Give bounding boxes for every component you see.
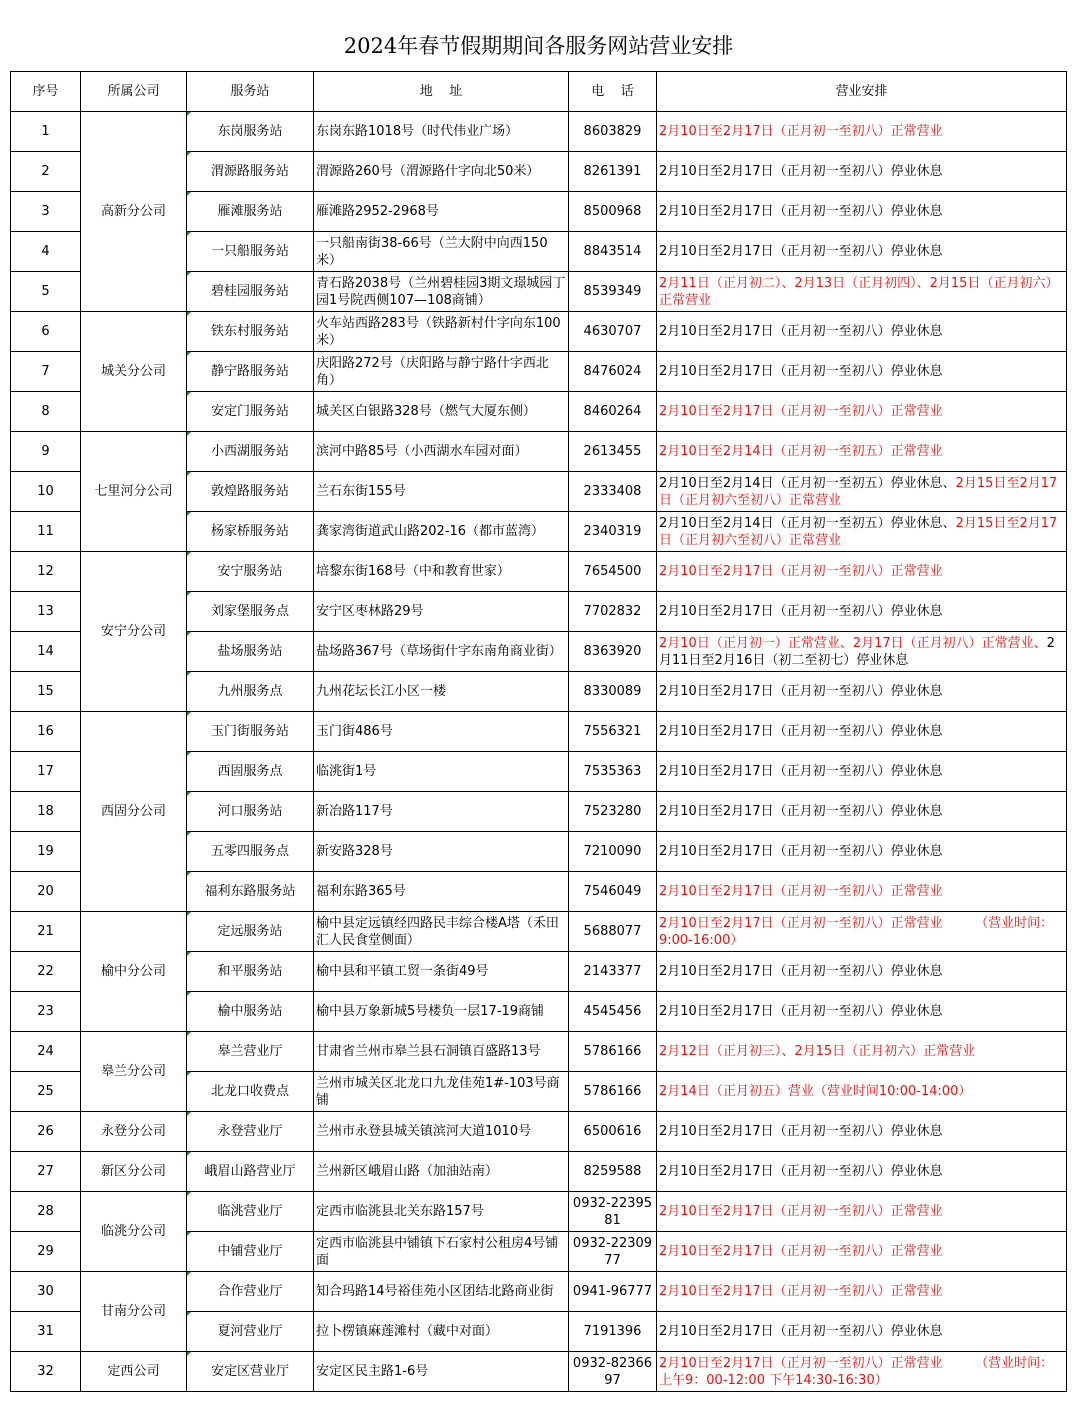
schedule-cell — [657, 1352, 1067, 1392]
address-cell: 滨河中路85号（小西湖水车园对面） — [314, 432, 569, 472]
table-row — [11, 552, 1067, 592]
phone-cell: 8843514 — [569, 232, 657, 272]
address-cell: 盐场路367号（草场街什字东南角商业街） — [314, 632, 569, 672]
row-number: 22 — [11, 952, 81, 992]
phone-cell: 8261391 — [569, 152, 657, 192]
station-cell: 福利东路服务站 — [187, 872, 314, 912]
address-cell: 兰州市永登县城关镇滨河大道1010号 — [314, 1112, 569, 1152]
header-address: 地 址 — [314, 72, 569, 112]
schedule-cell — [657, 272, 1067, 312]
company-cell: 新区分公司 — [81, 1152, 187, 1192]
station-cell: 安宁服务站 — [187, 552, 314, 592]
schedule-open-text: 2月14日（正月初五）营业（营业时间10:00-14:00） — [659, 1084, 972, 1099]
row-number: 4 — [11, 232, 81, 272]
station-cell: 北龙口收费点 — [187, 1072, 314, 1112]
phone-cell: 7523280 — [569, 792, 657, 832]
station-cell: 五零四服务点 — [187, 832, 314, 872]
table-row — [11, 312, 1067, 352]
company-cell: 安宁分公司 — [81, 552, 187, 712]
row-number: 5 — [11, 272, 81, 312]
station-cell: 西固服务点 — [187, 752, 314, 792]
phone-cell: 8539349 — [569, 272, 657, 312]
station-cell: 定远服务站 — [187, 912, 314, 952]
phone-cell: 8363920 — [569, 632, 657, 672]
schedule-closed-text: 2月10日至2月17日（正月初一至初八）停业休息 — [659, 804, 943, 819]
schedule-cell — [657, 392, 1067, 432]
header-company: 所属公司 — [81, 72, 187, 112]
row-number: 30 — [11, 1272, 81, 1312]
address-cell: 东岗东路1018号（时代伟业广场） — [314, 112, 569, 152]
phone-cell: 0932-2239581 — [569, 1192, 657, 1232]
address-cell: 安定区民主路1-6号 — [314, 1352, 569, 1392]
header-schedule: 营业安排 — [657, 72, 1067, 112]
schedule-cell — [657, 472, 1067, 512]
station-cell: 小西湖服务站 — [187, 432, 314, 472]
address-cell: 庆阳路272号（庆阳路与静宁路什字西北角） — [314, 352, 569, 392]
row-number: 24 — [11, 1032, 81, 1072]
phone-cell: 0941-96777 — [569, 1272, 657, 1312]
address-cell: 兰州市城关区北龙口九龙佳苑1#-103号商铺 — [314, 1072, 569, 1112]
address-cell: 新冶路117号 — [314, 792, 569, 832]
schedule-open-text: 2月10日至2月17日（正月初一至初八）正常营业 — [659, 1204, 943, 1219]
table-row — [11, 432, 1067, 472]
schedule-open-text: 2月10日至2月17日（正月初一至初八）正常营业 — [659, 1284, 943, 1299]
schedule-cell — [657, 832, 1067, 872]
station-cell: 盐场服务站 — [187, 632, 314, 672]
schedule-cell — [657, 1032, 1067, 1072]
phone-cell: 7210090 — [569, 832, 657, 872]
header-phone: 电 话 — [569, 72, 657, 112]
schedule-closed-text: 2月10日至2月17日（正月初一至初八）停业休息 — [659, 964, 943, 979]
row-number: 27 — [11, 1152, 81, 1192]
header-no: 序号 — [11, 72, 81, 112]
schedule-open-text: 2月10日至2月17日（正月初一至初八）正常营业 （营业时间：上午9：00-12:00 下午14:30-16:30） — [659, 1355, 1054, 1388]
row-number: 11 — [11, 512, 81, 552]
phone-cell: 7191396 — [569, 1312, 657, 1352]
schedule-cell — [657, 992, 1067, 1032]
address-cell: 榆中县和平镇工贸一条街49号 — [314, 952, 569, 992]
station-cell: 碧桂园服务站 — [187, 272, 314, 312]
address-cell: 青石路2038号（兰州碧桂园3期文璟城园丁园1号院西侧107—108商铺） — [314, 272, 569, 312]
phone-cell: 5786166 — [569, 1032, 657, 1072]
row-number: 14 — [11, 632, 81, 672]
row-number: 7 — [11, 352, 81, 392]
address-cell: 拉卜楞镇麻莲滩村（藏中对面） — [314, 1312, 569, 1352]
schedule-closed-text: 2月10日至2月14日（正月初一至初五）停业休息、 — [659, 515, 956, 531]
address-cell: 安宁区枣林路29号 — [314, 592, 569, 632]
station-cell: 安定门服务站 — [187, 392, 314, 432]
schedule-closed-text: 2月10日至2月17日（正月初一至初八）停业休息 — [659, 324, 943, 339]
station-cell: 雁滩服务站 — [187, 192, 314, 232]
row-number: 16 — [11, 712, 81, 752]
row-number: 18 — [11, 792, 81, 832]
schedule-cell — [657, 112, 1067, 152]
schedule-cell — [657, 1192, 1067, 1232]
phone-cell: 0932-8236697 — [569, 1352, 657, 1392]
schedule-closed-text: 2月10日至2月17日（正月初一至初八）停业休息 — [659, 204, 943, 219]
phone-cell: 7702832 — [569, 592, 657, 632]
row-number: 6 — [11, 312, 81, 352]
row-number: 3 — [11, 192, 81, 232]
company-cell: 甘南分公司 — [81, 1272, 187, 1352]
address-cell: 火车站西路283号（铁路新村什字向东100米） — [314, 312, 569, 352]
address-cell: 一只船南街38-66号（兰大附中向西150米） — [314, 232, 569, 272]
address-cell: 新安路328号 — [314, 832, 569, 872]
row-number: 19 — [11, 832, 81, 872]
company-cell: 榆中分公司 — [81, 912, 187, 1032]
address-cell: 兰州新区峨眉山路（加油站南） — [314, 1152, 569, 1192]
address-cell: 九州花坛长江小区一楼 — [314, 672, 569, 712]
row-number: 12 — [11, 552, 81, 592]
station-cell: 合作营业厅 — [187, 1272, 314, 1312]
schedule-cell — [657, 192, 1067, 232]
table-row — [11, 912, 1067, 952]
schedule-cell — [657, 152, 1067, 192]
table-row — [11, 1272, 1067, 1312]
address-cell: 榆中县定远镇经四路民丰综合楼A塔（禾田汇人民食堂侧面） — [314, 912, 569, 952]
phone-cell: 7654500 — [569, 552, 657, 592]
header-row — [11, 72, 1067, 112]
row-number: 9 — [11, 432, 81, 472]
station-cell: 铁东村服务站 — [187, 312, 314, 352]
address-cell: 榆中县万象新城5号楼负一层17-19商铺 — [314, 992, 569, 1032]
schedule-cell — [657, 592, 1067, 632]
schedule-open-text: 2月10日至2月17日（正月初一至初八）正常营业 — [659, 124, 943, 139]
company-cell: 城关分公司 — [81, 312, 187, 432]
company-cell: 西固分公司 — [81, 712, 187, 912]
schedule-closed-text: 2月11日至2月16日（初二至初七）停业休息 — [659, 635, 1055, 668]
page-title: 2024年春节假期期间各服务网站营业安排 — [343, 34, 734, 58]
schedule-open-text: 2月10日至2月17日（正月初一至初八）正常营业 — [659, 564, 943, 579]
schedule-cell — [657, 632, 1067, 672]
phone-cell: 8603829 — [569, 112, 657, 152]
company-cell: 永登分公司 — [81, 1112, 187, 1152]
schedule-cell — [657, 1152, 1067, 1192]
phone-cell: 5688077 — [569, 912, 657, 952]
station-cell: 九州服务点 — [187, 672, 314, 712]
row-number: 29 — [11, 1232, 81, 1272]
schedule-cell — [657, 952, 1067, 992]
row-number: 13 — [11, 592, 81, 632]
row-number: 20 — [11, 872, 81, 912]
station-cell: 敦煌路服务站 — [187, 472, 314, 512]
address-cell: 龚家湾街道武山路202-16（都市蓝湾） — [314, 512, 569, 552]
schedule-cell — [657, 792, 1067, 832]
schedule-cell — [657, 1072, 1067, 1112]
phone-cell: 6500616 — [569, 1112, 657, 1152]
station-cell: 夏河营业厅 — [187, 1312, 314, 1352]
table-row — [11, 1352, 1067, 1392]
schedule-cell — [657, 552, 1067, 592]
phone-cell: 0932-2230977 — [569, 1232, 657, 1272]
row-number: 8 — [11, 392, 81, 432]
address-cell: 渭源路260号（渭源路什字向北50米） — [314, 152, 569, 192]
row-number: 21 — [11, 912, 81, 952]
schedule-cell — [657, 512, 1067, 552]
station-cell: 皋兰营业厅 — [187, 1032, 314, 1072]
schedule-cell — [657, 872, 1067, 912]
schedule-open-text: 2月10日至2月17日（正月初一至初八）正常营业 — [659, 404, 943, 419]
table-row — [11, 1192, 1067, 1232]
schedule-cell — [657, 1312, 1067, 1352]
schedule-open-text: 2月10日至2月17日（正月初一至初八）正常营业 — [659, 1244, 943, 1259]
table-row — [11, 1152, 1067, 1192]
phone-cell: 5786166 — [569, 1072, 657, 1112]
schedule-cell — [657, 312, 1067, 352]
phone-cell: 4630707 — [569, 312, 657, 352]
phone-cell: 8259588 — [569, 1152, 657, 1192]
station-cell: 静宁路服务站 — [187, 352, 314, 392]
address-cell: 定西市临洮县北关东路157号 — [314, 1192, 569, 1232]
row-number: 25 — [11, 1072, 81, 1112]
station-cell: 永登营业厅 — [187, 1112, 314, 1152]
schedule-open-text: 2月15日至2月17日（正月初六至初八）正常营业 — [659, 475, 1058, 508]
phone-cell: 8476024 — [569, 352, 657, 392]
schedule-open-text: 2月10日（正月初一）正常营业、2月17日（正月初八）正常营业、 — [659, 635, 1047, 651]
phone-cell: 7535363 — [569, 752, 657, 792]
address-cell: 雁滩路2952-2968号 — [314, 192, 569, 232]
company-cell: 七里河分公司 — [81, 432, 187, 552]
station-cell: 中铺营业厅 — [187, 1232, 314, 1272]
schedule-closed-text: 2月10日至2月17日（正月初一至初八）停业休息 — [659, 604, 943, 619]
company-cell: 高新分公司 — [81, 112, 187, 312]
schedule-cell — [657, 712, 1067, 752]
schedule-cell — [657, 1272, 1067, 1312]
schedule-table — [10, 71, 1067, 1392]
schedule-cell — [657, 432, 1067, 472]
schedule-open-text: 2月10日至2月17日（正月初一至初八）正常营业 （营业时间：9:00-16:00） — [659, 915, 1054, 948]
row-number: 15 — [11, 672, 81, 712]
phone-cell: 7546049 — [569, 872, 657, 912]
schedule-closed-text: 2月10日至2月17日（正月初一至初八）停业休息 — [659, 1324, 943, 1339]
address-cell: 知合玛路14号裕佳苑小区团结北路商业街 — [314, 1272, 569, 1312]
station-cell: 杨家桥服务站 — [187, 512, 314, 552]
phone-cell: 2340319 — [569, 512, 657, 552]
schedule-open-text: 2月15日至2月17日（正月初六至初八）正常营业 — [659, 515, 1058, 548]
table-row — [11, 1112, 1067, 1152]
schedule-closed-text: 2月10日至2月17日（正月初一至初八）停业休息 — [659, 764, 943, 779]
schedule-cell — [657, 352, 1067, 392]
row-number: 32 — [11, 1352, 81, 1392]
schedule-open-text: 2月10日至2月14日（正月初一至初五）正常营业 — [659, 444, 943, 459]
phone-cell: 8460264 — [569, 392, 657, 432]
station-cell: 玉门街服务站 — [187, 712, 314, 752]
schedule-closed-text: 2月10日至2月17日（正月初一至初八）停业休息 — [659, 1164, 943, 1179]
address-cell: 福利东路365号 — [314, 872, 569, 912]
address-cell: 临洮街1号 — [314, 752, 569, 792]
station-cell: 河口服务站 — [187, 792, 314, 832]
phone-cell: 4545456 — [569, 992, 657, 1032]
row-number: 2 — [11, 152, 81, 192]
station-cell: 安定区营业厅 — [187, 1352, 314, 1392]
table-row — [11, 1032, 1067, 1072]
station-cell: 东岗服务站 — [187, 112, 314, 152]
phone-cell: 2333408 — [569, 472, 657, 512]
address-cell: 玉门街486号 — [314, 712, 569, 752]
table-row — [11, 712, 1067, 752]
address-cell: 城关区白银路328号（燃气大厦东侧） — [314, 392, 569, 432]
phone-cell: 7556321 — [569, 712, 657, 752]
schedule-cell — [657, 752, 1067, 792]
schedule-cell — [657, 672, 1067, 712]
company-cell: 皋兰分公司 — [81, 1032, 187, 1112]
phone-cell: 2613455 — [569, 432, 657, 472]
company-cell: 临洮分公司 — [81, 1192, 187, 1272]
row-number: 1 — [11, 112, 81, 152]
header-station: 服务站 — [187, 72, 314, 112]
row-number: 23 — [11, 992, 81, 1032]
schedule-open-text: 2月10日至2月17日（正月初一至初八）正常营业 — [659, 884, 943, 899]
station-cell: 和平服务站 — [187, 952, 314, 992]
schedule-cell — [657, 1232, 1067, 1272]
schedule-closed-text: 2月10日至2月17日（正月初一至初八）停业休息 — [659, 244, 943, 259]
address-cell: 培黎东街168号（中和教育世家） — [314, 552, 569, 592]
station-cell: 峨眉山路营业厅 — [187, 1152, 314, 1192]
schedule-open-text: 2月11日（正月初二）、2月13日（正月初四）、2月15日（正月初六）正常营业 — [659, 275, 1059, 308]
company-cell: 定西公司 — [81, 1352, 187, 1392]
schedule-cell — [657, 1112, 1067, 1152]
schedule-closed-text: 2月10日至2月17日（正月初一至初八）停业休息 — [659, 1124, 943, 1139]
schedule-closed-text: 2月10日至2月17日（正月初一至初八）停业休息 — [659, 724, 943, 739]
address-cell: 定西市临洮县中铺镇下石家村公租房4号铺面 — [314, 1232, 569, 1272]
phone-cell: 8330089 — [569, 672, 657, 712]
address-cell: 甘肃省兰州市皋兰县石洞镇百盛路13号 — [314, 1032, 569, 1072]
phone-cell: 2143377 — [569, 952, 657, 992]
row-number: 31 — [11, 1312, 81, 1352]
schedule-closed-text: 2月10日至2月14日（正月初一至初五）停业休息、 — [659, 475, 956, 491]
row-number: 26 — [11, 1112, 81, 1152]
address-cell: 兰石东街155号 — [314, 472, 569, 512]
phone-cell: 8500968 — [569, 192, 657, 232]
table-row — [11, 112, 1067, 152]
schedule-cell — [657, 912, 1067, 952]
schedule-cell — [657, 232, 1067, 272]
schedule-open-text: 2月12日（正月初三）、2月15日（正月初六）正常营业 — [659, 1044, 976, 1059]
row-number: 10 — [11, 472, 81, 512]
schedule-closed-text: 2月10日至2月17日（正月初一至初八）停业休息 — [659, 684, 943, 699]
row-number: 28 — [11, 1192, 81, 1232]
schedule-body — [11, 112, 1067, 1392]
station-cell: 一只船服务站 — [187, 232, 314, 272]
schedule-closed-text: 2月10日至2月17日（正月初一至初八）停业休息 — [659, 844, 943, 859]
station-cell: 临洮营业厅 — [187, 1192, 314, 1232]
station-cell: 渭源路服务站 — [187, 152, 314, 192]
row-number: 17 — [11, 752, 81, 792]
schedule-closed-text: 2月10日至2月17日（正月初一至初八）停业休息 — [659, 164, 943, 179]
station-cell: 榆中服务站 — [187, 992, 314, 1032]
schedule-closed-text: 2月10日至2月17日（正月初一至初八）停业休息 — [659, 1004, 943, 1019]
schedule-closed-text: 2月10日至2月17日（正月初一至初八）停业休息 — [659, 364, 943, 379]
station-cell: 刘家堡服务点 — [187, 592, 314, 632]
